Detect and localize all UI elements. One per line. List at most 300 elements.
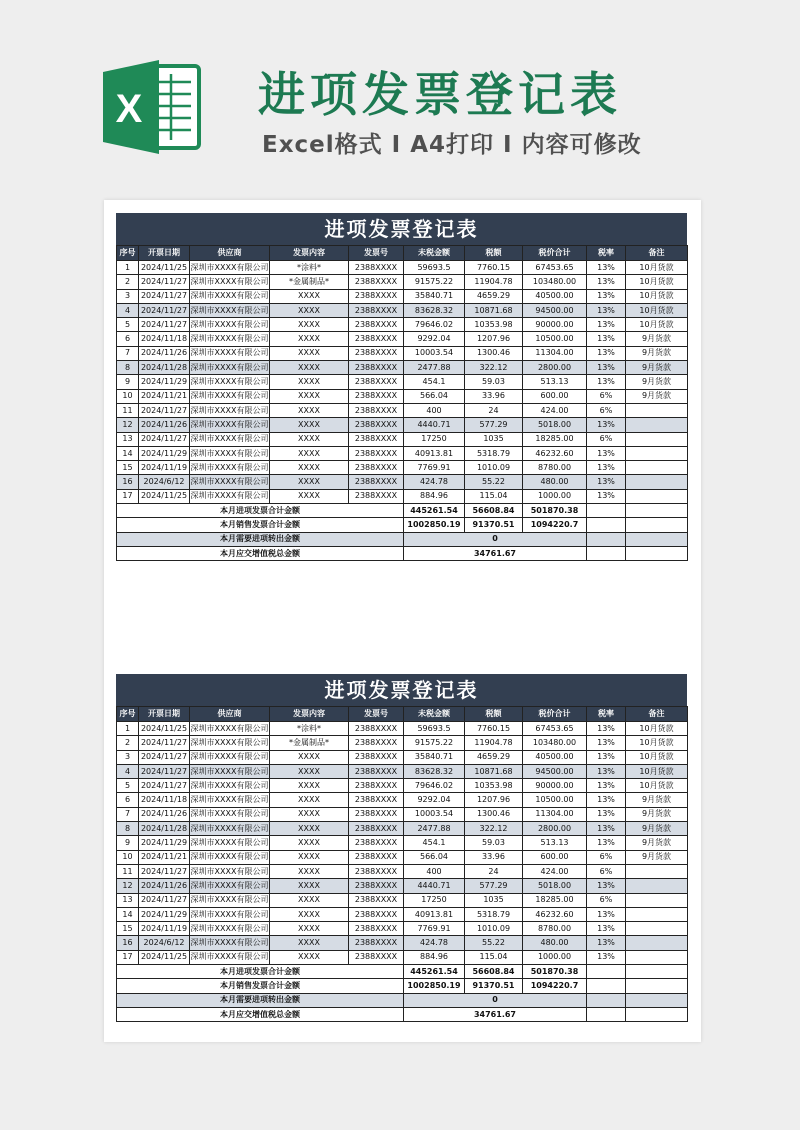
summary-value	[626, 546, 688, 560]
table-cell: 2388XXXX	[349, 879, 404, 893]
table-cell: XXXX	[270, 822, 349, 836]
table-cell: 9	[117, 375, 139, 389]
table-cell: 深圳市XXXX有限公司	[190, 879, 270, 893]
table-cell: 2388XXXX	[349, 489, 404, 503]
table-cell: 2388XXXX	[349, 389, 404, 403]
column-header: 发票号	[349, 246, 404, 261]
table-cell: 115.04	[465, 950, 523, 964]
table-row	[117, 418, 688, 432]
table-cell	[626, 864, 688, 878]
table-cell: XXXX	[270, 389, 349, 403]
table-cell: 40913.81	[404, 446, 465, 460]
table-cell: 13%	[587, 822, 626, 836]
summary-value: 1094220.7	[523, 979, 587, 993]
table-cell: 2024/11/26	[139, 807, 190, 821]
table-cell: XXXX	[270, 922, 349, 936]
table-cell: 12	[117, 418, 139, 432]
table-cell: 7760.15	[465, 722, 523, 736]
table-cell: 2024/11/27	[139, 275, 190, 289]
logo-letter: X	[115, 87, 143, 131]
table-cell: 17250	[404, 893, 465, 907]
table-cell: 424.78	[404, 936, 465, 950]
table-cell: 14	[117, 446, 139, 460]
summary-value: 91370.51	[465, 979, 523, 993]
table-cell: 2024/11/27	[139, 779, 190, 793]
table-cell: 9月货款	[626, 389, 688, 403]
summary-value	[626, 979, 688, 993]
table-cell: 9292.04	[404, 332, 465, 346]
table-cell: 17250	[404, 432, 465, 446]
table-cell: 2024/11/19	[139, 461, 190, 475]
table-cell: 2024/11/27	[139, 318, 190, 332]
table-row	[117, 375, 688, 389]
table-cell: 深圳市XXXX有限公司	[190, 722, 270, 736]
summary-value	[587, 504, 626, 518]
table-cell: 513.13	[523, 836, 587, 850]
table-cell: 1	[117, 722, 139, 736]
table-cell: 884.96	[404, 489, 465, 503]
column-header: 税率	[587, 707, 626, 722]
table-cell: 83628.32	[404, 303, 465, 317]
table-cell: 6%	[587, 850, 626, 864]
table-cell: 14	[117, 907, 139, 921]
table-cell: 深圳市XXXX有限公司	[190, 389, 270, 403]
table-cell: 10月货款	[626, 303, 688, 317]
table-row	[117, 446, 688, 460]
table-cell: 2388XXXX	[349, 950, 404, 964]
table-cell: 2388XXXX	[349, 289, 404, 303]
table-cell: 5	[117, 318, 139, 332]
table-cell: 2388XXXX	[349, 850, 404, 864]
table-cell: XXXX	[270, 807, 349, 821]
table-cell: 5	[117, 779, 139, 793]
table-cell: 2024/6/12	[139, 936, 190, 950]
table-cell: 9292.04	[404, 793, 465, 807]
table-row	[117, 432, 688, 446]
column-header: 税率	[587, 246, 626, 261]
table-cell: 600.00	[523, 389, 587, 403]
summary-value	[626, 518, 688, 532]
table-cell: 深圳市XXXX有限公司	[190, 432, 270, 446]
table-cell: 2800.00	[523, 822, 587, 836]
summary-value: 91370.51	[465, 518, 523, 532]
table-row	[117, 489, 688, 503]
table-cell: 深圳市XXXX有限公司	[190, 446, 270, 460]
invoice-sheet	[116, 674, 687, 1022]
summary-label: 本月销售发票合计金额	[117, 979, 404, 993]
table-cell: 577.29	[465, 879, 523, 893]
table-cell: 深圳市XXXX有限公司	[190, 836, 270, 850]
table-cell: XXXX	[270, 936, 349, 950]
table-cell: 13%	[587, 475, 626, 489]
summary-value: 56608.84	[465, 504, 523, 518]
table-row	[117, 864, 688, 878]
table-cell: 4440.71	[404, 879, 465, 893]
table-cell: 2388XXXX	[349, 807, 404, 821]
table-cell: 566.04	[404, 389, 465, 403]
table-row	[117, 289, 688, 303]
summary-row	[117, 993, 688, 1007]
table-cell: 9月货款	[626, 807, 688, 821]
summary-value	[587, 965, 626, 979]
table-row	[117, 475, 688, 489]
table-row	[117, 836, 688, 850]
table-cell: 35840.71	[404, 289, 465, 303]
table-cell: 59.03	[465, 836, 523, 850]
table-cell: 10	[117, 389, 139, 403]
table-cell: 10003.54	[404, 807, 465, 821]
table-cell: 13%	[587, 836, 626, 850]
table-cell: 4659.29	[465, 750, 523, 764]
table-cell: 91575.22	[404, 275, 465, 289]
table-cell: 2388XXXX	[349, 418, 404, 432]
table-cell: 6%	[587, 432, 626, 446]
table-cell: 2024/11/26	[139, 879, 190, 893]
summary-label: 本月进项发票合计金额	[117, 965, 404, 979]
table-cell: 5318.79	[465, 446, 523, 460]
table-cell: 12	[117, 879, 139, 893]
table-cell: 59693.5	[404, 722, 465, 736]
table-row	[117, 303, 688, 317]
column-header: 备注	[626, 246, 688, 261]
table-row	[117, 318, 688, 332]
table-cell: 13%	[587, 361, 626, 375]
page-title: 进项发票登记表	[258, 68, 622, 123]
summary-value: 501870.38	[523, 965, 587, 979]
table-cell: 深圳市XXXX有限公司	[190, 346, 270, 360]
summary-value	[587, 546, 626, 560]
table-row	[117, 389, 688, 403]
table-cell: 6	[117, 793, 139, 807]
table-cell: 24	[465, 403, 523, 417]
table-cell: 2388XXXX	[349, 864, 404, 878]
table-cell	[626, 879, 688, 893]
table-cell: 7769.91	[404, 922, 465, 936]
column-header: 序号	[117, 707, 139, 722]
table-cell: 2024/11/25	[139, 722, 190, 736]
table-cell: XXXX	[270, 850, 349, 864]
table-cell: 2024/11/29	[139, 836, 190, 850]
table-cell: 115.04	[465, 489, 523, 503]
column-header: 开票日期	[139, 246, 190, 261]
paper-preview	[104, 200, 701, 1042]
table-cell: 2024/11/27	[139, 893, 190, 907]
table-cell: 5018.00	[523, 418, 587, 432]
table-cell: 2388XXXX	[349, 375, 404, 389]
table-cell: 深圳市XXXX有限公司	[190, 275, 270, 289]
table-cell: 79646.02	[404, 318, 465, 332]
table-cell: 6%	[587, 403, 626, 417]
table-row	[117, 936, 688, 950]
table-cell: 454.1	[404, 375, 465, 389]
table-cell: 1035	[465, 893, 523, 907]
table-cell: 2388XXXX	[349, 446, 404, 460]
summary-label: 本月应交增值税总金额	[117, 546, 404, 560]
table-cell: 2024/11/29	[139, 375, 190, 389]
table-row	[117, 461, 688, 475]
table-cell: 4440.71	[404, 418, 465, 432]
table-cell: 深圳市XXXX有限公司	[190, 922, 270, 936]
table-cell: 40913.81	[404, 907, 465, 921]
table-cell: 17	[117, 950, 139, 964]
table-cell: 深圳市XXXX有限公司	[190, 850, 270, 864]
invoice-sheet	[116, 213, 687, 561]
table-cell: 2024/11/26	[139, 418, 190, 432]
table-cell: 322.12	[465, 361, 523, 375]
table-cell: 2388XXXX	[349, 764, 404, 778]
table-cell	[626, 893, 688, 907]
table-cell: 16	[117, 936, 139, 950]
table-cell: 11904.78	[465, 736, 523, 750]
table-cell: 2024/11/27	[139, 864, 190, 878]
table-cell: 480.00	[523, 936, 587, 950]
table-cell: 11304.00	[523, 807, 587, 821]
table-cell: 18285.00	[523, 893, 587, 907]
table-cell: 8780.00	[523, 461, 587, 475]
column-header: 未税金额	[404, 246, 465, 261]
page-subtitle: Excel格式 I A4打印 I 内容可修改	[262, 132, 642, 158]
table-cell: 10500.00	[523, 332, 587, 346]
table-cell: 深圳市XXXX有限公司	[190, 261, 270, 275]
summary-value	[626, 965, 688, 979]
summary-value: 445261.54	[404, 965, 465, 979]
table-row	[117, 361, 688, 375]
table-cell: XXXX	[270, 318, 349, 332]
table-cell: XXXX	[270, 461, 349, 475]
table-cell	[626, 432, 688, 446]
table-cell: 10	[117, 850, 139, 864]
table-cell: 13%	[587, 793, 626, 807]
table-cell: 5018.00	[523, 879, 587, 893]
table-cell: 10003.54	[404, 346, 465, 360]
table-cell: 9月货款	[626, 332, 688, 346]
table-cell: XXXX	[270, 764, 349, 778]
table-cell: 深圳市XXXX有限公司	[190, 793, 270, 807]
column-header: 税价合计	[523, 707, 587, 722]
table-cell: 深圳市XXXX有限公司	[190, 893, 270, 907]
summary-value	[587, 532, 626, 546]
table-cell: 9月货款	[626, 346, 688, 360]
summary-value	[587, 993, 626, 1007]
column-header: 供应商	[190, 246, 270, 261]
table-cell: 40500.00	[523, 750, 587, 764]
table-cell: 3	[117, 750, 139, 764]
table-cell: 90000.00	[523, 318, 587, 332]
table-cell: 6%	[587, 864, 626, 878]
table-cell: 94500.00	[523, 764, 587, 778]
table-cell: 2388XXXX	[349, 907, 404, 921]
table-row	[117, 850, 688, 864]
table-cell: 13	[117, 893, 139, 907]
table-cell: XXXX	[270, 289, 349, 303]
table-cell: 深圳市XXXX有限公司	[190, 303, 270, 317]
table-cell: 2388XXXX	[349, 475, 404, 489]
table-cell: 深圳市XXXX有限公司	[190, 779, 270, 793]
table-cell: 79646.02	[404, 779, 465, 793]
table-cell: 2024/11/25	[139, 950, 190, 964]
table-cell: 11	[117, 864, 139, 878]
column-header: 供应商	[190, 707, 270, 722]
table-cell	[626, 950, 688, 964]
table-cell: 10871.68	[465, 764, 523, 778]
summary-value: 445261.54	[404, 504, 465, 518]
column-header: 税额	[465, 246, 523, 261]
summary-value: 56608.84	[465, 965, 523, 979]
table-cell: 1207.96	[465, 793, 523, 807]
table-cell: 深圳市XXXX有限公司	[190, 461, 270, 475]
table-cell: 1000.00	[523, 489, 587, 503]
table-cell: XXXX	[270, 446, 349, 460]
sheet-title: 进项发票登记表	[116, 213, 687, 245]
table-cell: 83628.32	[404, 764, 465, 778]
table-cell: 13%	[587, 418, 626, 432]
table-cell: XXXX	[270, 489, 349, 503]
table-cell: 13%	[587, 375, 626, 389]
table-cell: 46232.60	[523, 907, 587, 921]
table-cell: 577.29	[465, 418, 523, 432]
table-cell: XXXX	[270, 361, 349, 375]
table-cell: 10月货款	[626, 275, 688, 289]
table-cell: XXXX	[270, 346, 349, 360]
invoice-table	[116, 245, 688, 561]
table-cell: 11	[117, 403, 139, 417]
table-cell: 59.03	[465, 375, 523, 389]
table-row	[117, 764, 688, 778]
table-cell: 11904.78	[465, 275, 523, 289]
summary-row	[117, 546, 688, 560]
table-cell: XXXX	[270, 879, 349, 893]
table-cell: 2388XXXX	[349, 922, 404, 936]
table-cell: 2477.88	[404, 822, 465, 836]
table-cell: 1010.09	[465, 922, 523, 936]
table-cell: 13%	[587, 446, 626, 460]
table-cell: 13%	[587, 275, 626, 289]
table-cell: 15	[117, 922, 139, 936]
table-cell: 1035	[465, 432, 523, 446]
table-cell: 2024/11/28	[139, 822, 190, 836]
table-cell: 55.22	[465, 936, 523, 950]
table-cell: 9月货款	[626, 793, 688, 807]
table-cell: 2024/11/27	[139, 736, 190, 750]
table-cell: *金属制品*	[270, 275, 349, 289]
table-cell: 深圳市XXXX有限公司	[190, 489, 270, 503]
table-cell: 1300.46	[465, 807, 523, 821]
table-cell: 2024/11/27	[139, 303, 190, 317]
table-cell	[626, 907, 688, 921]
summary-row	[117, 504, 688, 518]
table-cell: XXXX	[270, 793, 349, 807]
summary-row	[117, 1007, 688, 1021]
table-cell: 2024/11/26	[139, 346, 190, 360]
table-cell: 13%	[587, 289, 626, 303]
excel-logo-icon	[103, 60, 203, 154]
table-cell: XXXX	[270, 475, 349, 489]
invoice-table	[116, 706, 688, 1022]
table-cell: 2024/11/18	[139, 332, 190, 346]
table-cell: 13%	[587, 332, 626, 346]
table-cell: 深圳市XXXX有限公司	[190, 289, 270, 303]
table-cell: 深圳市XXXX有限公司	[190, 822, 270, 836]
table-cell: 4	[117, 764, 139, 778]
table-cell: 2024/11/27	[139, 750, 190, 764]
table-cell	[626, 489, 688, 503]
table-cell: 9月货款	[626, 836, 688, 850]
table-cell: 11304.00	[523, 346, 587, 360]
table-cell: 2388XXXX	[349, 779, 404, 793]
table-cell: 2024/11/25	[139, 489, 190, 503]
table-cell: *金属制品*	[270, 736, 349, 750]
table-cell: 2024/11/21	[139, 389, 190, 403]
table-cell: 10月货款	[626, 318, 688, 332]
table-cell: 46232.60	[523, 446, 587, 460]
table-cell: 深圳市XXXX有限公司	[190, 375, 270, 389]
table-cell: 24	[465, 864, 523, 878]
summary-value	[626, 532, 688, 546]
table-cell: 5318.79	[465, 907, 523, 921]
table-cell: *涂料*	[270, 722, 349, 736]
column-header: 未税金额	[404, 707, 465, 722]
table-cell: 6	[117, 332, 139, 346]
summary-value: 34761.67	[404, 1007, 587, 1021]
summary-label: 本月应交增值税总金额	[117, 1007, 404, 1021]
table-cell: 480.00	[523, 475, 587, 489]
table-cell	[626, 475, 688, 489]
summary-value: 0	[404, 993, 587, 1007]
table-cell: XXXX	[270, 864, 349, 878]
summary-value	[626, 504, 688, 518]
table-cell: 67453.65	[523, 261, 587, 275]
table-cell: 13%	[587, 261, 626, 275]
table-cell: XXXX	[270, 375, 349, 389]
table-cell: 2388XXXX	[349, 793, 404, 807]
table-cell: 10871.68	[465, 303, 523, 317]
table-row	[117, 722, 688, 736]
table-cell: 4	[117, 303, 139, 317]
table-cell: 424.78	[404, 475, 465, 489]
table-row	[117, 275, 688, 289]
table-cell: 2388XXXX	[349, 750, 404, 764]
table-cell	[626, 403, 688, 417]
summary-row	[117, 532, 688, 546]
table-cell	[626, 446, 688, 460]
table-cell: 10月货款	[626, 261, 688, 275]
table-cell: 13%	[587, 461, 626, 475]
table-cell: 2388XXXX	[349, 461, 404, 475]
table-cell: 7760.15	[465, 261, 523, 275]
summary-value: 1094220.7	[523, 518, 587, 532]
table-row	[117, 403, 688, 417]
column-header: 发票内容	[270, 246, 349, 261]
table-cell: 322.12	[465, 822, 523, 836]
table-cell: 9月货款	[626, 361, 688, 375]
table-cell: XXXX	[270, 303, 349, 317]
table-cell: 8780.00	[523, 922, 587, 936]
table-cell: 33.96	[465, 389, 523, 403]
summary-value	[587, 518, 626, 532]
table-cell: 400	[404, 403, 465, 417]
table-cell: 1207.96	[465, 332, 523, 346]
table-cell: 2024/6/12	[139, 475, 190, 489]
table-cell: 13%	[587, 807, 626, 821]
table-cell: XXXX	[270, 779, 349, 793]
table-cell: 13%	[587, 879, 626, 893]
summary-label: 本月进项发票合计金额	[117, 504, 404, 518]
table-cell: 深圳市XXXX有限公司	[190, 475, 270, 489]
table-cell: 33.96	[465, 850, 523, 864]
table-cell: 513.13	[523, 375, 587, 389]
table-cell: 深圳市XXXX有限公司	[190, 807, 270, 821]
table-cell: 2388XXXX	[349, 736, 404, 750]
